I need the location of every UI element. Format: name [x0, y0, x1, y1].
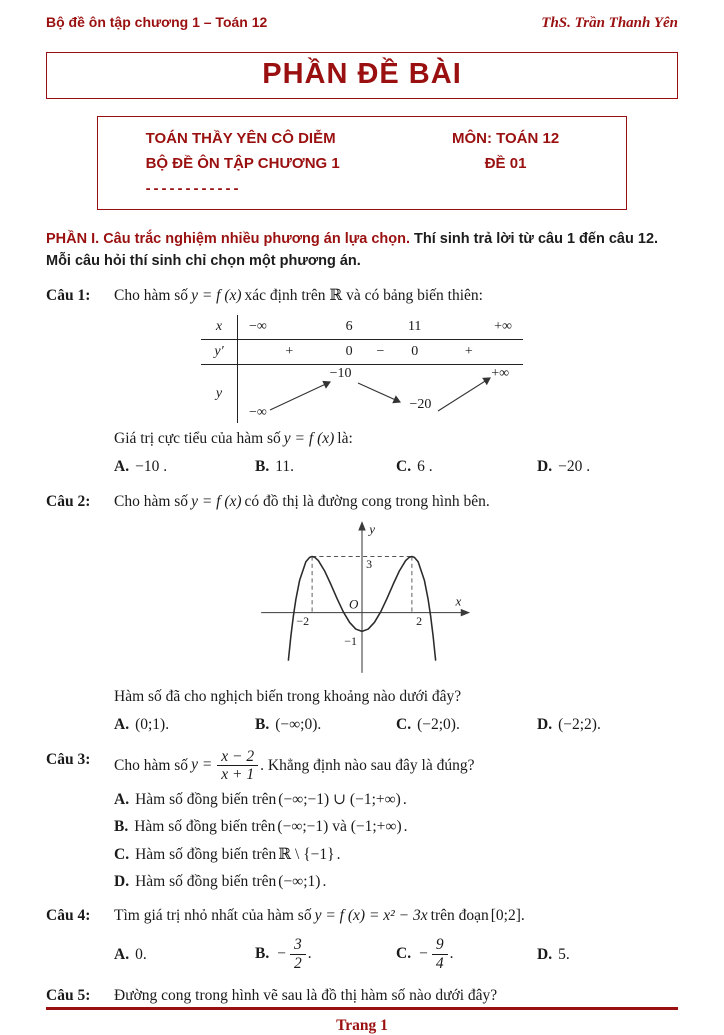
question-2-label: Câu 2:	[46, 492, 91, 510]
graph-ymin-label: −1	[344, 633, 357, 648]
q4-option-b	[255, 936, 396, 973]
page-footer	[46, 1007, 678, 1035]
section-1-instructions: Thí sinh trả lời từ câu 1 đến câu 12. Mỗi câu hỏi thí sinh chỉ chọn một phương án.	[46, 231, 659, 269]
info-subject: MÔN: TOÁN 12	[451, 130, 560, 147]
q4-option-d	[537, 943, 678, 966]
question-1-text	[114, 284, 678, 307]
q1-option-c	[396, 455, 537, 478]
q2-option-d-letter: D.	[537, 716, 553, 734]
page-number: Trang 1	[336, 1016, 388, 1034]
q3-option-c-math: ℝ \ {−1}	[278, 845, 335, 863]
title-box	[46, 52, 678, 99]
question-1-prompt-pre: Giá trị cực tiểu của hàm số	[114, 430, 281, 447]
origin-label: O	[348, 596, 359, 612]
q3-option-a-math: (−∞;−1) ∪ (−1;+∞)	[278, 791, 401, 809]
bbt-zero-2: 0	[411, 344, 419, 359]
q1-option-c-text: 6 .	[417, 458, 433, 476]
bbt-sign-plus-2: +	[464, 344, 473, 359]
variation-table-row-yprime	[201, 340, 523, 365]
q2-option-b	[255, 713, 396, 736]
q1-option-b-letter: B.	[255, 458, 270, 476]
info-booklet-line: BỘ ĐỀ ÔN TẬP CHƯƠNG 1	[145, 154, 340, 172]
q4-option-b-num: 3	[290, 936, 306, 955]
q4-option-c	[396, 936, 537, 973]
variation-table-y-label: y	[201, 365, 238, 423]
q2-option-d	[537, 713, 678, 736]
q4-option-b-fraction	[290, 936, 306, 973]
variation-arrows	[238, 365, 523, 423]
bbt-y-local-min: −20	[409, 397, 432, 412]
q4-option-a	[114, 943, 255, 966]
q4-option-c-letter: C.	[396, 945, 412, 963]
q1-option-d-text: −20 .	[558, 458, 591, 476]
info-brand-line: TOÁN THẦY YÊN CÔ DIỄM	[145, 130, 336, 147]
question-2-text-pre: Cho hàm số	[114, 492, 189, 510]
header-course-title: Bộ đề ôn tập chương 1 – Toán 12	[46, 14, 268, 30]
q3-option-b-text: Hàm số đồng biến trên	[134, 818, 276, 836]
question-1-text-post: xác định trên ℝ và có bảng biến thiên:	[244, 286, 483, 304]
q3-option-a-letter: A.	[114, 791, 130, 809]
q3-option-c	[114, 843, 678, 866]
q3-option-c-period: .	[336, 845, 341, 863]
question-4-interval: [0;2].	[490, 907, 525, 925]
question-4-label: Câu 4:	[46, 907, 91, 925]
variation-table-row-y	[201, 365, 523, 423]
bbt-x-plus-infinity: +∞	[494, 319, 512, 334]
q3-option-b-period: .	[403, 818, 408, 836]
q3-option-b-math: (−∞;−1) và (−1;+∞)	[277, 818, 402, 836]
exam-info-left	[146, 127, 403, 201]
question-3-text	[114, 748, 678, 785]
question-1-prompt-formula: y = f (x)	[283, 430, 335, 447]
question-2-text-post: có đồ thị là đường cong trong hình bên.	[244, 492, 490, 510]
question-1	[46, 284, 678, 479]
question-3-fraction-num: x − 2	[217, 748, 258, 767]
question-3-fraction	[217, 748, 258, 785]
variation-table-x-label: x	[201, 315, 238, 339]
q2-option-b-text: (−∞;0).	[275, 716, 322, 734]
bbt-x-11: 11	[407, 319, 422, 334]
q4-option-b-sign: −	[277, 945, 286, 963]
q3-option-b-letter: B.	[114, 818, 129, 836]
variation-table	[201, 315, 523, 423]
question-4	[46, 904, 678, 973]
q2-option-c	[396, 713, 537, 736]
bbt-x-6: 6	[345, 319, 353, 334]
question-2-text	[114, 490, 678, 513]
function-graph	[242, 517, 482, 675]
variation-table-yprime-label: y′	[201, 340, 238, 364]
q1-option-a-letter: A.	[114, 458, 130, 476]
q4-option-c-sign: −	[419, 945, 428, 963]
question-2-formula: y = f (x)	[191, 492, 242, 510]
info-exam-number: ĐỀ 01	[484, 154, 527, 172]
graph-xright-label: 2	[416, 613, 423, 628]
question-3-eq-lhs: y =	[191, 756, 213, 774]
question-5-label: Câu 5:	[46, 987, 91, 1004]
q1-option-b	[255, 455, 396, 478]
q1-option-a	[114, 455, 255, 478]
bbt-sign-plus-1: +	[285, 344, 294, 359]
question-4-text	[114, 904, 678, 927]
question-4-text-mid: trên đoạn	[430, 907, 489, 925]
question-3-label: Câu 3:	[46, 750, 91, 768]
exam-info-right	[403, 127, 609, 201]
q1-option-a-text: −10 .	[135, 458, 168, 476]
q4-option-a-text: 0.	[135, 946, 147, 964]
bbt-zero-1: 0	[345, 344, 353, 359]
q4-option-a-letter: A.	[114, 946, 130, 964]
section-1-heading	[46, 229, 678, 273]
q1-option-c-letter: C.	[396, 458, 412, 476]
q3-option-a-text: Hàm số đồng biến trên	[135, 791, 277, 809]
question-3-text-pre: Cho hàm số	[114, 756, 189, 774]
q3-option-c-text: Hàm số đồng biến trên	[135, 845, 277, 863]
q3-option-d-letter: D.	[114, 872, 130, 890]
q3-option-a	[114, 788, 678, 811]
q4-option-b-period: .	[307, 945, 312, 963]
q4-option-d-text: 5.	[558, 946, 570, 964]
q4-option-c-period: .	[449, 945, 454, 963]
graph-ymax-label: 3	[366, 556, 373, 571]
q2-option-d-text: (−2;2).	[558, 716, 601, 734]
q4-option-c-fraction	[432, 936, 448, 973]
question-3-text-post: . Khẳng định nào sau đây là đúng?	[260, 756, 475, 774]
q2-option-a	[114, 713, 255, 736]
question-1-label: Câu 1:	[46, 286, 91, 304]
question-3	[46, 748, 678, 894]
question-1-prompt	[114, 427, 678, 450]
bbt-y-plus-infinity: +∞	[491, 366, 510, 381]
x-axis-label: x	[455, 593, 462, 609]
q3-option-d-period: .	[322, 872, 327, 890]
q3-option-d-text: Hàm số đồng biến trên	[135, 872, 277, 890]
question-3-options	[114, 788, 678, 893]
question-3-fraction-den: x + 1	[221, 766, 255, 784]
q2-option-a-text: (0;1).	[135, 716, 170, 734]
question-1-options	[114, 455, 678, 478]
info-dashes: ------------	[145, 179, 242, 197]
q4-option-c-den: 4	[435, 955, 444, 973]
q3-option-d-math: (−∞;1)	[278, 872, 321, 890]
q4-option-b-letter: B.	[255, 945, 270, 963]
q2-option-b-letter: B.	[255, 716, 270, 734]
document-header	[46, 14, 678, 32]
question-4-options	[114, 936, 678, 973]
q2-option-a-letter: A.	[114, 716, 130, 734]
header-author: ThS. Trần Thanh Yên	[541, 15, 678, 31]
question-4-formula: y = f (x) = x² − 3x	[314, 907, 428, 925]
exam-info-box	[97, 116, 628, 210]
q2-option-c-text: (−2;0).	[417, 716, 460, 734]
q4-option-b-den: 2	[293, 955, 302, 973]
q3-option-c-letter: C.	[114, 845, 130, 863]
q1-option-d-letter: D.	[537, 458, 553, 476]
question-1-text-pre: Cho hàm số	[114, 286, 189, 304]
question-1-prompt-post: là:	[337, 430, 353, 447]
graph-xleft-label: −2	[296, 613, 310, 628]
q1-option-d	[537, 455, 678, 478]
question-2-prompt: Hàm số đã cho nghịch biến trong khoảng nào dưới đây?	[114, 688, 462, 705]
question-2	[46, 490, 678, 737]
y-axis-label: y	[369, 521, 376, 537]
section-1-title: PHẦN I. Câu trắc nghiệm nhiều phương án lựa chọn.	[46, 231, 411, 248]
question-2-options	[114, 713, 678, 736]
q4-option-d-letter: D.	[537, 946, 553, 964]
q4-option-c-num: 9	[432, 936, 448, 955]
question-5	[46, 984, 678, 1007]
question-1-formula: y = f (x)	[191, 286, 242, 304]
document-title: PHẦN ĐỀ BÀI	[262, 58, 462, 90]
q1-option-b-text: 11.	[275, 458, 295, 476]
bbt-x-minus-infinity: −∞	[248, 319, 267, 334]
footer-rule	[46, 1007, 678, 1010]
bbt-y-minus-infinity: −∞	[248, 404, 267, 420]
question-5-text: Đường cong trong hình vẽ sau là đồ thị hàm số nào dưới đây?	[114, 987, 498, 1004]
bbt-y-local-max: −10	[329, 366, 352, 381]
q3-option-d	[114, 870, 678, 893]
q2-option-c-letter: C.	[396, 716, 412, 734]
q3-option-b	[114, 815, 678, 838]
bbt-sign-minus: −	[376, 344, 385, 359]
question-4-text-pre: Tìm giá trị nhỏ nhất của hàm số	[114, 907, 312, 925]
variation-table-row-x	[201, 315, 523, 340]
question-2-figure	[46, 517, 678, 682]
q3-option-a-period: .	[402, 791, 407, 809]
